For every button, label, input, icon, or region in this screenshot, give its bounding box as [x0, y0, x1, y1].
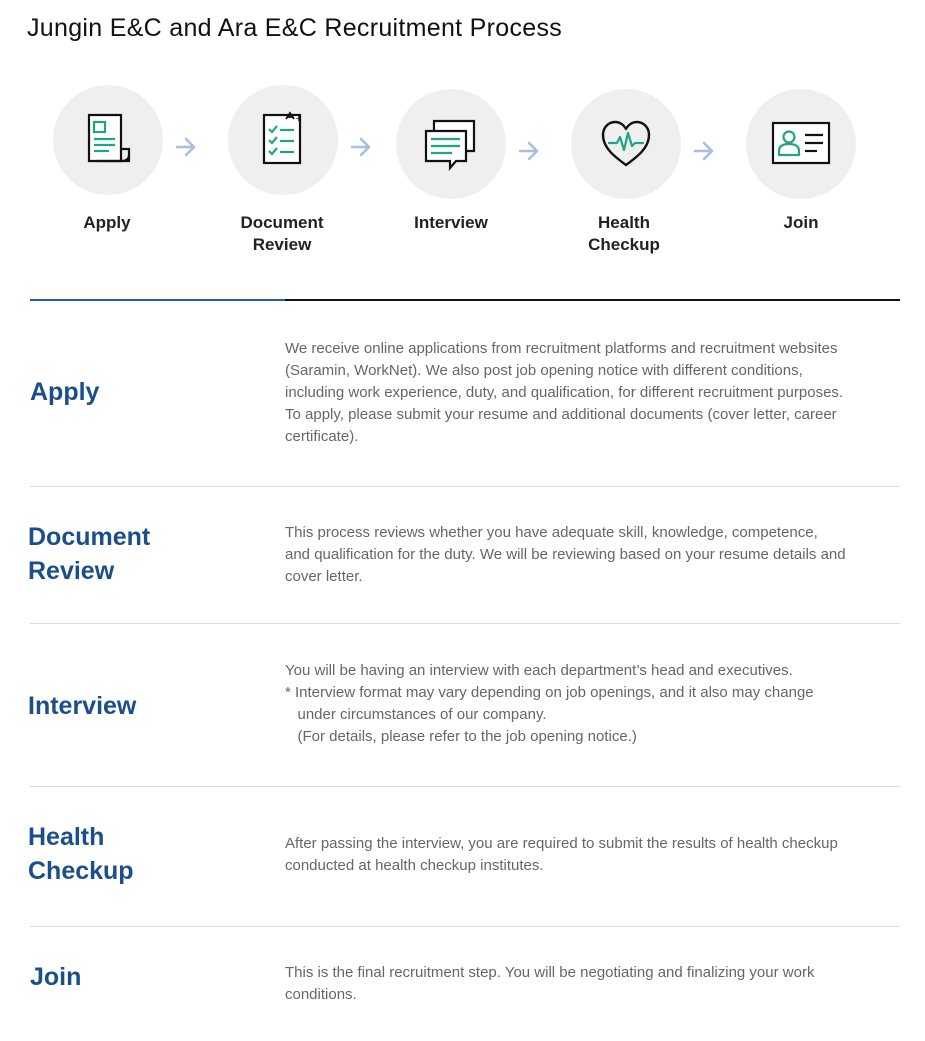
step-label-apply: Apply [83, 213, 131, 232]
step-health-checkup[interactable] [571, 89, 681, 199]
arrow-right-icon [350, 136, 372, 158]
section-desc-document-review: This process reviews whether you have adequate skill, knowledge, competence, and qualification for the duty. We will be reviewing based on your resume details and cover letter. [285, 524, 846, 585]
arrow-right-icon [175, 136, 197, 158]
section-desc-interview: You will be having an interview with each department’s head and executives. * Interview format may vary depending on job openings, and it also may change under circumstances of our company. (For details, please refer to the job opening notice.) [285, 662, 814, 745]
step-interview[interactable] [396, 89, 506, 199]
section-divider [30, 926, 900, 927]
section-divider [30, 623, 900, 624]
chat-bubbles-icon [420, 113, 482, 175]
section-title-document-review: Document Review [28, 523, 151, 585]
application-form-icon [77, 109, 139, 171]
step-document-review[interactable] [228, 85, 338, 195]
arrow-right-icon [693, 140, 715, 162]
step-label-document-review: Document Review [240, 213, 324, 254]
section-desc-join: This is the final recruitment step. You will be negotiating and finalizing your work conditions. [285, 964, 815, 1003]
section-desc-apply: We receive online applications from recruitment platforms and recruitment websites (Saramin, WorkNet). We also post job opening notice with different conditions, including work experience, duty, and qualification, for different recruitment purposes. To apply, please submit your resume and additional documents (cover letter, career certificate). [285, 340, 844, 445]
section-title-join: Join [30, 963, 82, 991]
step-apply[interactable] [53, 85, 163, 195]
section-divider [30, 786, 900, 787]
heart-pulse-icon [595, 113, 657, 175]
section-tab-active-indicator [30, 299, 285, 301]
step-join[interactable] [746, 89, 856, 199]
page-title: Jungin E&C and Ara E&C Recruitment Process [27, 14, 563, 42]
arrow-right-icon [518, 140, 540, 162]
section-title-interview: Interview [28, 692, 137, 720]
id-card-icon [770, 113, 832, 175]
section-title-health-checkup: Health Checkup [28, 823, 134, 885]
step-label-interview: Interview [414, 213, 488, 232]
step-label-health-checkup: Health Checkup [588, 213, 660, 254]
step-label-join: Join [783, 213, 819, 232]
document-checklist-icon [252, 109, 314, 171]
section-desc-health-checkup: After passing the interview, you are required to submit the results of health checkup conducted at health checkup institutes. [285, 835, 838, 874]
svg-text:+: + [295, 114, 302, 123]
section-divider [30, 486, 900, 487]
section-title-apply: Apply [30, 378, 100, 406]
